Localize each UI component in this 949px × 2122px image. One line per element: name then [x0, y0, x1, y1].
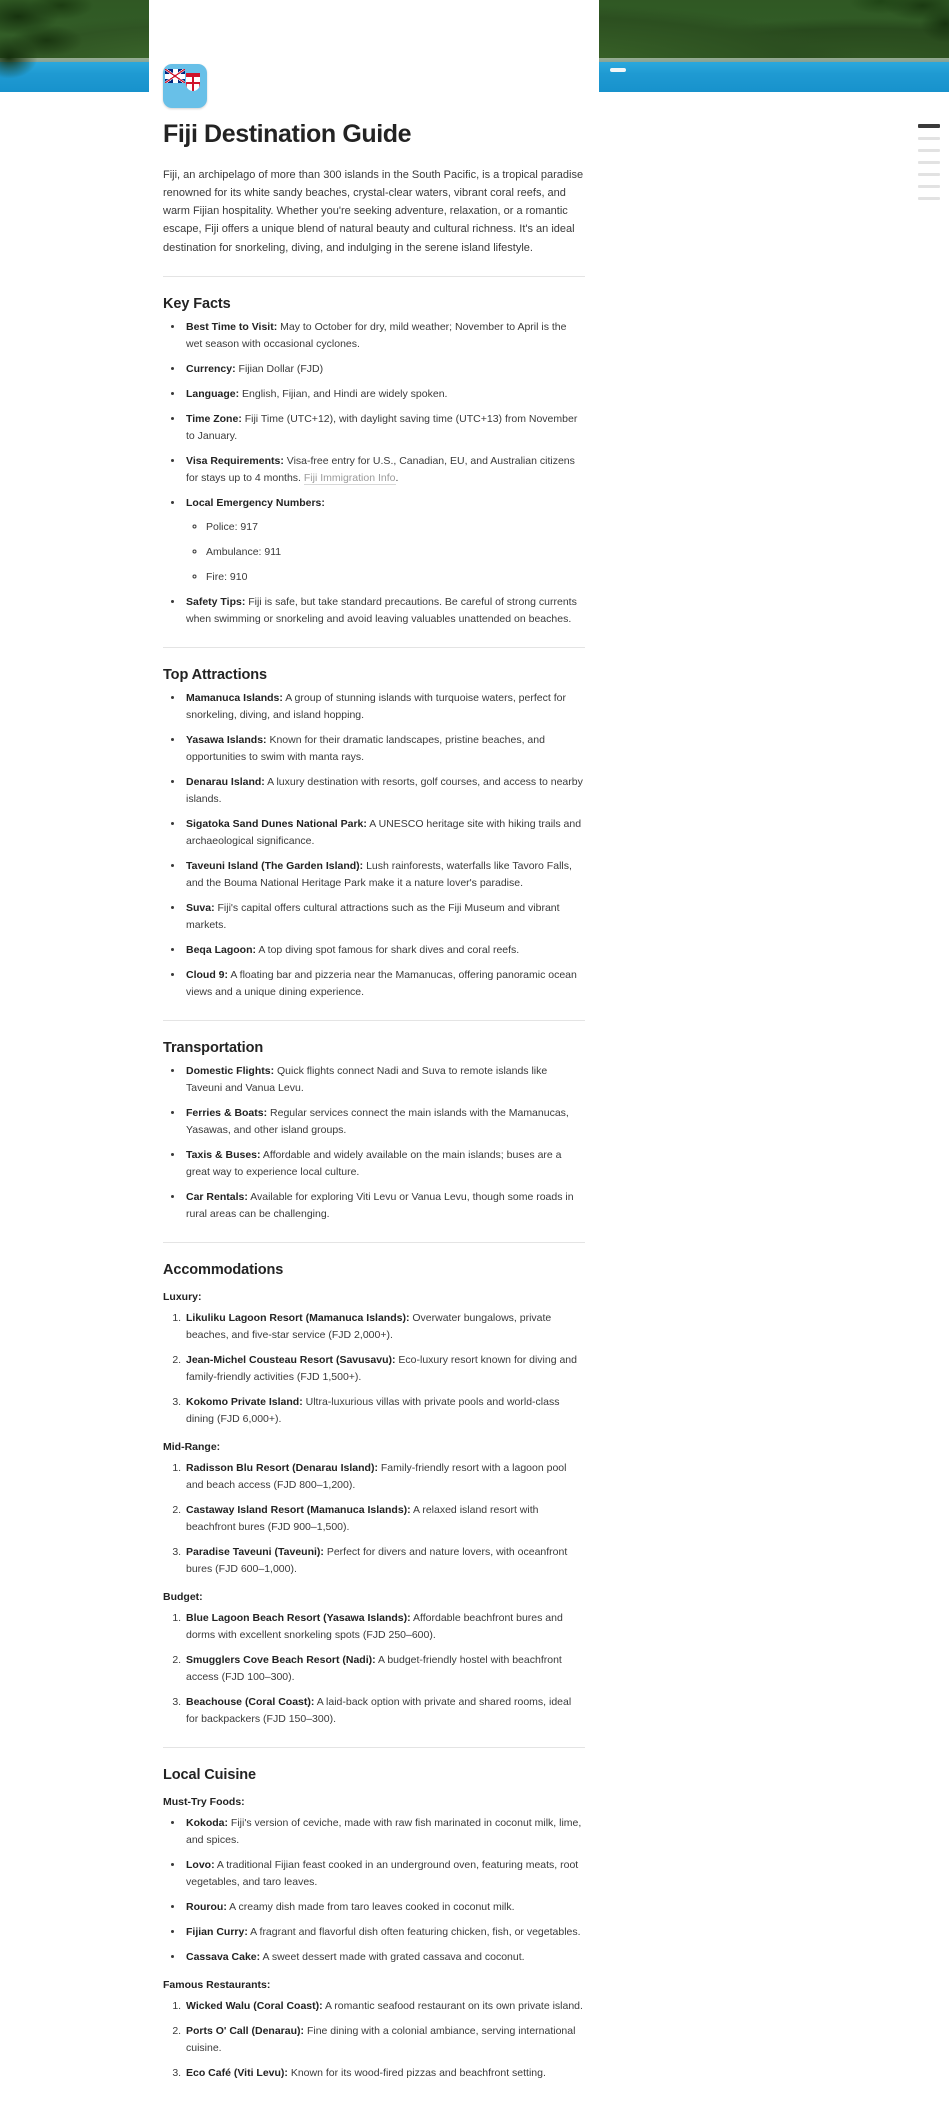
list-item-label: Likuliku Lagoon Resort (Mamanuca Islands):: [186, 1311, 410, 1324]
section-divider: [163, 1020, 585, 1021]
accommodation-group-list: [163, 1610, 585, 1728]
list-item-label: Ferries & Boats:: [186, 1106, 268, 1119]
list-item-label: Currency:: [186, 362, 236, 375]
list-item-label: Local Emergency Numbers:: [186, 496, 325, 509]
fiji-shield-icon: [186, 73, 200, 91]
list-item-label: Yasawa Islands:: [186, 733, 267, 746]
sub-list: [186, 519, 585, 586]
list-item-label: Mamanuca Islands:: [186, 691, 283, 704]
list-item-label: Ports O' Call (Denarau):: [186, 2024, 305, 2037]
list-item-text: Affordable and widely available on the main islands; buses are a great way to experience local culture.: [186, 1148, 562, 1178]
list-item-label: Time Zone:: [186, 412, 242, 425]
list-item-label: Eco Café (Viti Levu):: [186, 2066, 288, 2079]
sub-list-item: ◦ Ambulance: 911: [206, 544, 585, 561]
list-item-label: Jean-Michel Cousteau Resort (Savusavu):: [186, 1353, 396, 1366]
list-item-text: Lush rainforests, waterfalls like Tavoro Falls, and the Bouma National Heritage Park make it a nature lover's paradise.: [186, 859, 572, 889]
list-item-label: Smugglers Cove Beach Resort (Nadi):: [186, 1653, 376, 1666]
list-item: [184, 1899, 585, 1916]
minimap-marker[interactable]: [918, 137, 940, 140]
section-divider: [163, 647, 585, 648]
list-item-text: Fiji's version of ceviche, made with raw fish marinated in coconut milk, lime, and spices.: [186, 1816, 582, 1846]
list-item: [184, 1694, 585, 1728]
list-item-text: Eco-luxury resort known for diving and family-friendly activities (FJD 1,500+).: [186, 1353, 577, 1383]
section-divider: [163, 276, 585, 277]
transportation-list: [163, 1063, 585, 1223]
list-item: [184, 1147, 585, 1181]
minimap-marker[interactable]: [918, 161, 940, 164]
list-item-label: Sigatoka Sand Dunes National Park:: [186, 817, 367, 830]
list-item: [184, 594, 585, 628]
list-item-label: Suva:: [186, 901, 215, 914]
list-item: [184, 1998, 585, 2015]
intro-paragraph: Fiji, an archipelago of more than 300 islands in the South Pacific, is a tropical paradise renowned for its white sandy beaches, crystal-clear waters, vibrant coral reefs, and warm Fijian hospitality. Whether you're seeking adventure, relaxation, or a romantic escape, Fiji offers a unique blend of natural beauty and cultural richness. It's an ideal destination for snorkeling, diving, and indulging in the serene island lifestyle.: [163, 168, 584, 254]
list-item-text: A UNESCO heritage site with hiking trails and archaeological significance.: [186, 817, 582, 847]
list-item: [184, 1502, 585, 1536]
minimap-marker[interactable]: [918, 185, 940, 188]
list-item-label: Best Time to Visit:: [186, 320, 278, 333]
list-item-label: Wicked Walu (Coral Coast):: [186, 1999, 323, 2012]
list-item-label: Kokomo Private Island:: [186, 1395, 303, 1408]
famous-restaurants-list: [163, 1998, 585, 2082]
sub-list-item: ◦ Fire: 910: [206, 569, 585, 586]
list-item-text: Fijian Dollar (FJD): [235, 362, 324, 375]
list-item-text: A fragrant and flavorful dish often featuring chicken, fish, or vegetables.: [247, 1925, 581, 1938]
sub-list-item: ◦ Police: 917: [206, 519, 585, 536]
list-item: [184, 386, 585, 403]
list-item-text: .: [395, 471, 399, 484]
list-item: [184, 1063, 585, 1097]
accommodation-group-subhead: Mid-Range:: [163, 1440, 221, 1453]
list-item-text: A luxury destination with resorts, golf courses, and access to nearby islands.: [186, 775, 583, 805]
list-item-label: Radisson Blu Resort (Denarau Island):: [186, 1461, 378, 1474]
list-item-text: Visa-free entry for U.S., Canadian, EU, and Australian citizens for stays up to 4 months.: [186, 454, 575, 484]
list-item-label: Kokoda:: [186, 1816, 228, 1829]
list-item-label: Fijian Curry:: [186, 1925, 248, 1938]
minimap-marker[interactable]: [918, 173, 940, 176]
list-item-text: May to October for dry, mild weather; November to April is the wet season with occasional cyclones.: [186, 320, 567, 350]
subhead-famous-restaurants: Famous Restaurants:: [163, 1978, 271, 1991]
list-item: [184, 858, 585, 892]
minimap-marker[interactable]: [918, 197, 940, 200]
section-heading-accommodations: Accommodations: [163, 1261, 284, 1278]
list-item: [184, 1352, 585, 1386]
list-item-text: Family-friendly resort with a lagoon pool and beach access (FJD 800–1,200).: [186, 1461, 567, 1491]
list-item-text: Known for their dramatic landscapes, pristine beaches, and opportunities to swim with manta rays.: [186, 733, 545, 763]
list-item: [184, 942, 585, 959]
fiji-flag-icon: [163, 64, 207, 108]
list-item-text: Affordable beachfront bures and dorms with excellent snorkeling spots (FJD 250–600).: [186, 1611, 563, 1641]
list-item-text: Perfect for divers and nature lovers, with oceanfront bures (FJD 600–1,000).: [186, 1545, 568, 1575]
list-item-label: Cloud 9:: [186, 968, 228, 981]
list-item: [184, 732, 585, 766]
list-item-label: Blue Lagoon Beach Resort (Yasawa Islands):: [186, 1611, 411, 1624]
hero-foliage-right: [759, 0, 949, 70]
top-attractions-list: [163, 690, 585, 1001]
list-item-text: Ultra-luxurious villas with private pools and world-class dining (FJD 6,000+).: [186, 1395, 560, 1425]
list-item: [184, 1394, 585, 1428]
list-item: [184, 1544, 585, 1578]
list-item: [184, 453, 585, 487]
list-item: [184, 1815, 585, 1849]
section-heading-top-attractions: Top Attractions: [163, 666, 268, 683]
list-item-text: Available for exploring Viti Levu or Vanua Levu, though some roads in rural areas can be challenging.: [186, 1190, 574, 1220]
list-item-text: A budget-friendly hostel with beachfront access (FJD 100–300).: [186, 1653, 562, 1683]
list-item-text: Fine dining with a colonial ambiance, serving international cuisine.: [186, 2024, 576, 2054]
list-item-label: Beqa Lagoon:: [186, 943, 256, 956]
list-item-label: Taveuni Island (The Garden Island):: [186, 859, 364, 872]
page-title: Fiji Destination Guide: [163, 120, 412, 148]
inline-link[interactable]: Fiji Immigration Info: [303, 471, 396, 484]
subhead-must-try-foods: Must-Try Foods:: [163, 1795, 245, 1808]
hero-boat-icon: [610, 68, 626, 72]
key-facts-list: [163, 319, 585, 628]
list-item-label: Castaway Island Resort (Mamanuca Islands):: [186, 1503, 411, 1516]
list-item-text: Fiji's capital offers cultural attractions such as the Fiji Museum and vibrant markets.: [186, 901, 560, 931]
list-item-label: Paradise Taveuni (Taveuni):: [186, 1545, 324, 1558]
list-item-text: Overwater bungalows, private beaches, and five-star service (FJD 2,000+).: [186, 1311, 552, 1341]
list-item-label: Lovo:: [186, 1858, 215, 1871]
list-item: [184, 2065, 585, 2082]
list-item-text: A relaxed island resort with beachfront bures (FJD 900–1,500).: [186, 1503, 539, 1533]
section-divider: [163, 1242, 585, 1243]
list-item: [184, 1924, 585, 1941]
list-item: [184, 1105, 585, 1139]
section-divider: [163, 1747, 585, 1748]
accommodation-group-subhead: Luxury:: [163, 1290, 202, 1303]
list-item: [184, 1310, 585, 1344]
accommodation-group-subhead: Budget:: [163, 1590, 203, 1603]
list-item: [184, 361, 585, 378]
list-item: [184, 1949, 585, 1966]
list-item: [184, 411, 585, 445]
list-item-label: Rourou:: [186, 1900, 227, 1913]
accommodation-group-list: [163, 1310, 585, 1428]
shield-cross-bar: [186, 82, 200, 84]
list-item-text: A creamy dish made from taro leaves cooked in coconut milk.: [226, 1900, 515, 1913]
list-item-text: A romantic seafood restaurant on its own private island.: [322, 1999, 583, 2012]
list-item-text: Fiji Time (UTC+12), with daylight saving time (UTC+13) from November to January.: [186, 412, 578, 442]
list-item-text: A group of stunning islands with turquoise waters, perfect for snorkeling, diving, and island hopping.: [186, 691, 566, 721]
list-item: [184, 495, 585, 586]
list-item: [184, 774, 585, 808]
list-item-text: A top diving spot famous for shark dives and coral reefs.: [256, 943, 520, 956]
list-item-text: A laid-back option with private and shared rooms, ideal for backpackers (FJD 150–300).: [186, 1695, 572, 1725]
list-item-label: Language:: [186, 387, 240, 400]
accommodation-group-list: [163, 1460, 585, 1578]
minimap-marker[interactable]: [918, 149, 940, 152]
list-item-text: Fiji is safe, but take standard precautions. Be careful of strong currents when swimming or snorkeling and avoid leaving valuables unattended on beaches.: [186, 595, 577, 625]
list-item-text: Known for its wood-fired pizzas and beachfront setting.: [287, 2066, 546, 2079]
list-item: [184, 816, 585, 850]
list-item-label: Visa Requirements:: [186, 454, 284, 467]
list-item-label: Cassava Cake:: [186, 1950, 261, 1963]
list-item-text: A floating bar and pizzeria near the Mamanucas, offering panoramic ocean views and a unique dining experience.: [186, 968, 577, 998]
section-heading-key-facts: Key Facts: [163, 295, 231, 312]
list-item: [184, 1857, 585, 1891]
list-item: [184, 1189, 585, 1223]
list-item-text: Quick flights connect Nadi and Suva to remote islands like Taveuni and Vanua Levu.: [186, 1064, 548, 1094]
document-page: [149, 0, 599, 2122]
accommodations-groups: [163, 1291, 585, 1728]
must-try-foods-list: [163, 1815, 585, 1966]
list-item-label: Taxis & Buses:: [186, 1148, 261, 1161]
list-item-text: A traditional Fijian feast cooked in an underground oven, featuring meats, root vegetables, and taro leaves.: [186, 1858, 579, 1888]
list-item: [184, 2023, 585, 2057]
list-item: [184, 900, 585, 934]
union-jack-canton-icon: [165, 69, 185, 83]
document-minimap[interactable]: [918, 124, 940, 209]
list-item-label: Domestic Flights:: [186, 1064, 275, 1077]
list-item-label: Safety Tips:: [186, 595, 246, 608]
section-heading-transportation: Transportation: [163, 1039, 264, 1056]
list-item: [184, 1610, 585, 1644]
minimap-marker-active[interactable]: [918, 124, 940, 128]
list-item: [184, 319, 585, 353]
list-item-text: English, Fijian, and Hindi are widely spoken.: [239, 387, 448, 400]
list-item-label: Denarau Island:: [186, 775, 265, 788]
list-item: [184, 967, 585, 1001]
list-item-text: A sweet dessert made with grated cassava and coconut.: [260, 1950, 525, 1963]
list-item-label: Beachouse (Coral Coast):: [186, 1695, 315, 1708]
section-heading-local-cuisine: Local Cuisine: [163, 1766, 256, 1783]
list-item: [184, 1652, 585, 1686]
list-item-label: Car Rentals:: [186, 1190, 248, 1203]
list-item: [184, 1460, 585, 1494]
list-item-text: Regular services connect the main islands with the Mamanucas, Yasawas, and other island groups.: [186, 1106, 569, 1136]
list-item: [184, 690, 585, 724]
